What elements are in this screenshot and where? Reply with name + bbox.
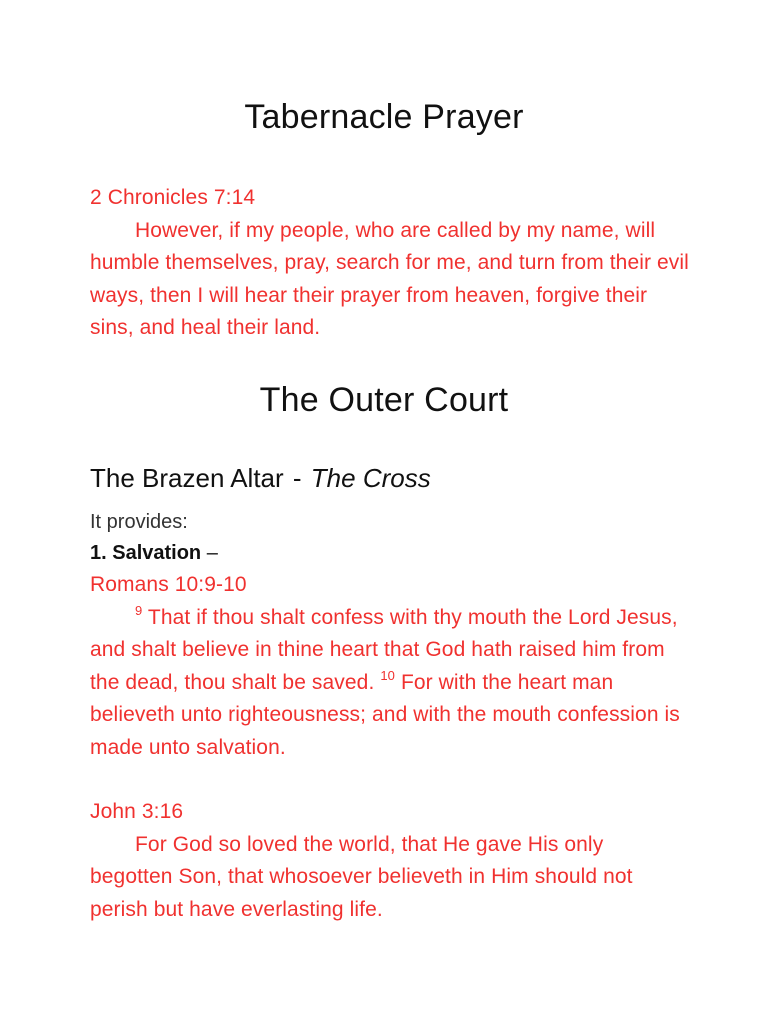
point-label: 1. Salvation <box>90 542 202 564</box>
subsection-separator: - <box>292 463 302 493</box>
point-heading <box>90 537 218 569</box>
john-text: For God so loved the world, that He gave His only begotten Son, that whosoever believeth in Him should not perish but have everlasting life. <box>90 832 633 921</box>
romans-verses <box>90 602 690 765</box>
verse-9-text: That if thou shalt confess with thy mouth the Lord Jesus, and shalt believe in thine heart that God hath raised him from the dead, thou shalt be saved. <box>90 605 678 694</box>
section-title: The Outer Court <box>259 381 509 419</box>
opening-passage-reference: 2 Chronicles 7:14 <box>90 186 256 209</box>
verse-9-number: 9 <box>135 602 143 618</box>
subsection-heading <box>90 463 431 494</box>
opening-passage-text: However, if my people, who are called by my name, will humble themselves, pray, search for me, and turn from their evil ways, then I will hear their prayer from heaven, forgive their sins, and heal their land. <box>90 218 689 339</box>
john-passage <box>90 796 690 926</box>
page-title: Tabernacle Prayer <box>244 98 524 136</box>
subsection-intro: It provides: <box>90 511 188 533</box>
john-reference: John 3:16 <box>90 800 184 823</box>
subsection-subtitle: The Cross <box>310 463 431 493</box>
verse-10-text: For with the heart man believeth unto righteousness; and with the mouth confession is made unto salvation. <box>90 670 680 759</box>
subsection-title: The Brazen Altar <box>90 463 284 493</box>
verse-10-number: 10 <box>380 667 395 683</box>
romans-reference: Romans 10:9-10 <box>90 573 247 596</box>
point-tail: – <box>206 542 218 564</box>
opening-passage <box>90 182 690 345</box>
romans-passage <box>90 569 690 764</box>
